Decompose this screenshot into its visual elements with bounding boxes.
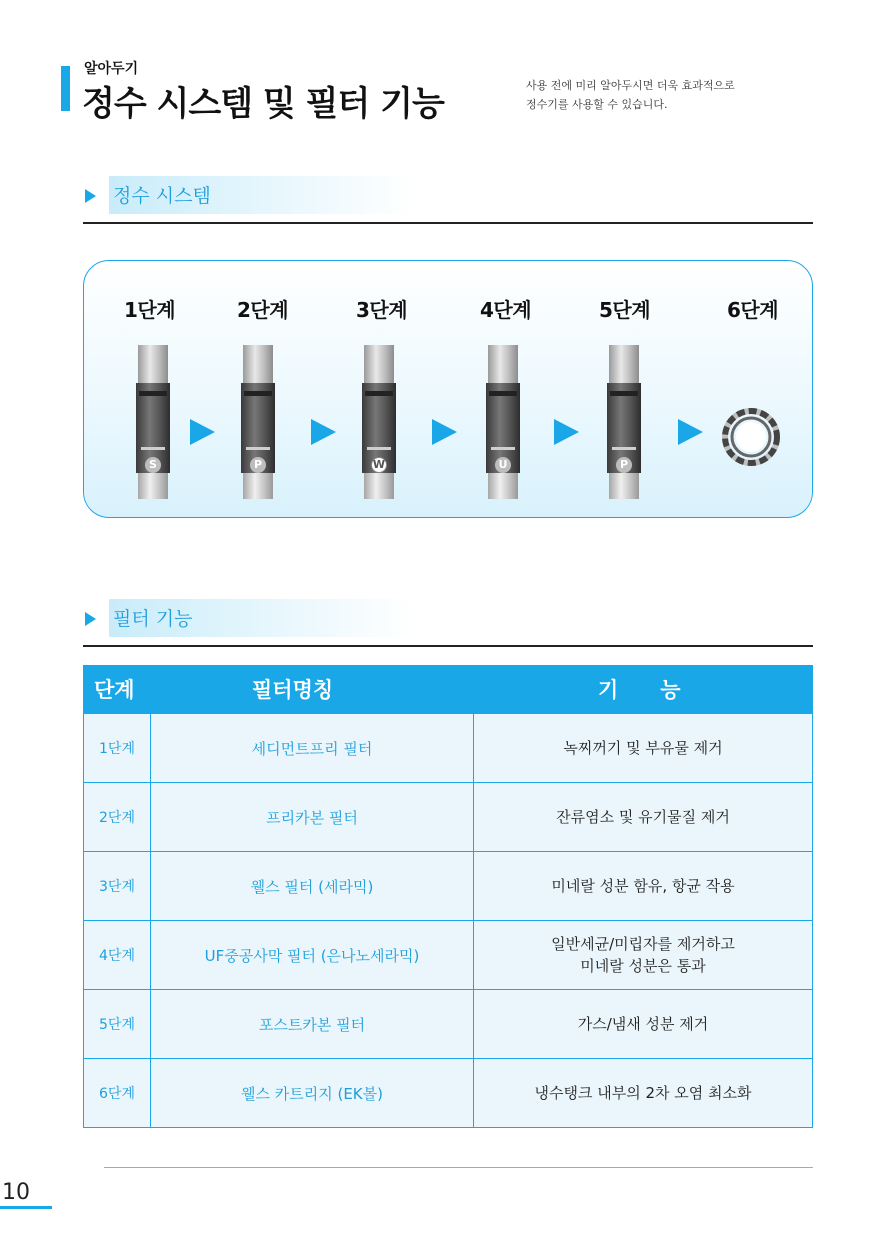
stage-cell: 3단계 <box>84 852 151 920</box>
system-heading-label: 정수 시스템 <box>113 185 211 207</box>
functions-heading-label: 필터 기능 <box>113 608 193 630</box>
wells-filter-image <box>362 345 396 500</box>
filter-function-table <box>83 665 813 1128</box>
section-kicker: 알아두기 <box>84 61 139 77</box>
stage-cell: 5단계 <box>84 990 151 1058</box>
filter-badge: U <box>495 457 511 473</box>
uf-filter-image <box>486 345 520 500</box>
function-cell: 녹찌꺼기 및 부유물 제거 <box>563 739 723 757</box>
table-row <box>84 920 812 989</box>
footer-divider <box>104 1167 813 1168</box>
function-cell: 냉수탱크 내부의 2차 오염 최소화 <box>534 1084 752 1102</box>
system-section-heading <box>83 176 813 224</box>
stage-cell: 6단계 <box>84 1059 151 1127</box>
column-header: 기 능 <box>598 678 681 702</box>
stage-label: 6단계 <box>727 298 779 322</box>
stage-cell: 2단계 <box>84 783 151 851</box>
filter-name-cell: 세디먼트프리 필터 <box>151 714 474 782</box>
flow-arrow-icon <box>432 419 457 445</box>
stage-label: 2단계 <box>237 298 289 322</box>
filter-name-cell: 웰스 카트리지 (EK볼) <box>151 1059 474 1127</box>
sediment-filter-image <box>136 345 170 500</box>
subtitle-line: 정수기를 사용할 수 있습니다. <box>526 98 668 111</box>
table-row <box>84 1058 812 1127</box>
table-row <box>84 713 812 782</box>
function-cell: 가스/냄새 성분 제거 <box>577 1015 709 1033</box>
flow-arrow-icon <box>554 419 579 445</box>
table-row <box>84 782 812 851</box>
filter-name-cell: 웰스 필터 (세라믹) <box>151 852 474 920</box>
filter-badge: S <box>145 457 161 473</box>
filter-name-cell: 포스트카본 필터 <box>151 990 474 1058</box>
triangle-bullet-icon <box>85 189 96 203</box>
wells-cartridge-ring-icon <box>722 408 780 466</box>
table-row <box>84 851 812 920</box>
triangle-bullet-icon <box>85 612 96 626</box>
filter-badge: W <box>372 458 386 471</box>
filter-name-cell: 프리카본 필터 <box>151 783 474 851</box>
system-diagram <box>83 260 813 518</box>
precarbon-filter-image <box>241 345 275 500</box>
table-row <box>84 989 812 1058</box>
functions-section-heading <box>83 599 813 647</box>
flow-arrow-icon <box>190 419 215 445</box>
stage-label: 5단계 <box>599 298 651 322</box>
function-cell: 일반세균/미립자를 제거하고 미네랄 성분은 통과 <box>551 935 735 975</box>
filter-badge: P <box>616 457 632 473</box>
page-title: 정수 시스템 및 필터 기능 <box>82 84 444 124</box>
subtitle-line: 사용 전에 미리 알아두시면 더욱 효과적으로 <box>526 79 735 92</box>
filter-name-cell: UF중공사막 필터 (은나노세라믹) <box>151 921 474 989</box>
table-header <box>84 665 812 713</box>
flow-arrow-icon <box>311 419 336 445</box>
flow-arrow-icon <box>678 419 703 445</box>
stage-label: 3단계 <box>356 298 408 322</box>
stage-cell: 1단계 <box>84 714 151 782</box>
filter-badge: P <box>250 457 266 473</box>
column-header: 단계 <box>94 678 135 702</box>
function-cell: 미네랄 성분 함유, 항균 작용 <box>551 877 735 895</box>
function-cell: 잔류염소 및 유기물질 제거 <box>556 808 730 826</box>
title-accent-bar <box>61 66 70 111</box>
column-header: 필터명칭 <box>252 678 334 702</box>
page-number: 10 <box>2 1180 30 1205</box>
page-subtitle <box>526 76 786 114</box>
postcarbon-filter-image <box>607 345 641 500</box>
stage-cell: 4단계 <box>84 921 151 989</box>
page-number-underline <box>0 1206 52 1209</box>
stage-label: 4단계 <box>480 298 532 322</box>
stage-label: 1단계 <box>124 298 176 322</box>
